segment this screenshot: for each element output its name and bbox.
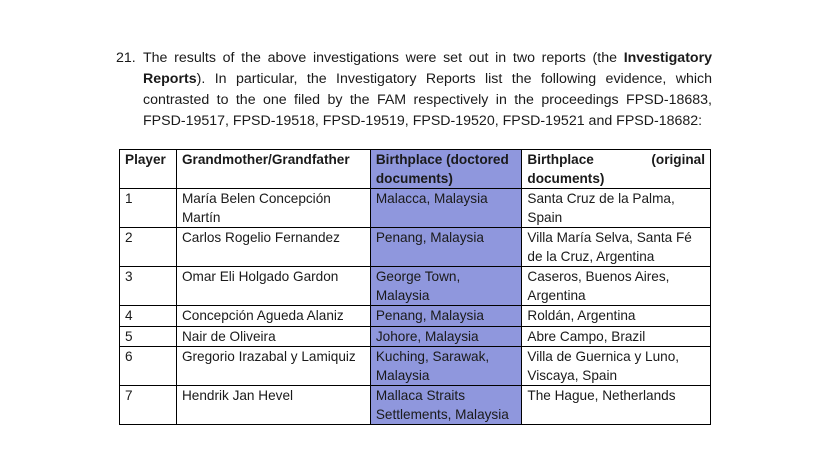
cell-player: 7 — [120, 386, 177, 425]
cell-birthplace-original: The Hague, Netherlands — [522, 386, 711, 425]
table-row — [120, 386, 711, 425]
paragraph-21 — [116, 48, 712, 132]
cell-birthplace-original: Abre Campo, Brazil — [522, 326, 711, 347]
cell-birthplace-doctored: Malacca, Malaysia — [370, 189, 522, 228]
header-original-part-b: (original — [651, 152, 705, 167]
table-row — [120, 267, 711, 306]
cell-birthplace-doctored: Penang, Malaysia — [370, 228, 522, 267]
paragraph-number: 21. — [116, 50, 136, 66]
cell-grandparent: Gregorio Irazabal y Lamiquiz — [176, 347, 370, 386]
cell-birthplace-doctored: Mallaca Straits Settlements, Malaysia — [370, 386, 522, 425]
cell-birthplace-doctored: Kuching, Sarawak, Malaysia — [370, 347, 522, 386]
cell-birthplace-doctored: Johore, Malaysia — [370, 326, 522, 347]
cell-grandparent: María Belen Concepción Martín — [176, 189, 370, 228]
header-original-part-a: Birthplace — [527, 152, 594, 167]
cell-birthplace-original: Villa de Guernica y Luno, Viscaya, Spain — [522, 347, 711, 386]
cell-birthplace-doctored: George Town, Malaysia — [370, 267, 522, 306]
header-birthplace-original — [522, 150, 711, 189]
table-row — [120, 228, 711, 267]
cell-grandparent: Concepción Agueda Alaniz — [176, 306, 370, 327]
cell-grandparent: Nair de Oliveira — [176, 326, 370, 347]
header-grandparent: Grandmother/Grandfather — [176, 150, 370, 189]
cell-player: 2 — [120, 228, 177, 267]
table-row — [120, 347, 711, 386]
cell-player: 3 — [120, 267, 177, 306]
cell-player: 1 — [120, 189, 177, 228]
cell-player: 6 — [120, 347, 177, 386]
table-row — [120, 306, 711, 327]
header-original-part-c: documents) — [527, 170, 605, 186]
cell-birthplace-original: Caseros, Buenos Aires, Argentina — [522, 267, 711, 306]
header-player: Player — [120, 150, 177, 189]
paragraph-text-before: The results of the above investigations were set out in two reports (the — [143, 50, 624, 66]
cell-birthplace-original: Santa Cruz de la Palma, Spain — [522, 189, 711, 228]
paragraph-text — [143, 48, 712, 132]
paragraph-bold-term: Investigatory Reports — [143, 50, 712, 87]
cell-birthplace-original: Villa María Selva, Santa Fé de la Cruz, Argentina — [522, 228, 711, 267]
cell-player: 4 — [120, 306, 177, 327]
table-header-row — [120, 150, 711, 189]
header-birthplace-doctored: Birthplace (doctored documents) — [370, 150, 522, 189]
table-row — [120, 326, 711, 347]
cell-grandparent: Carlos Rogelio Fernandez — [176, 228, 370, 267]
cell-birthplace-doctored: Penang, Malaysia — [370, 306, 522, 327]
table-row — [120, 189, 711, 228]
paragraph-text-after: ). In particular, the Investigatory Reports list the following evidence, which contrasted to the one filed by the FAM respectively in the proceedings FPSD-18683, FPSD-19517, FPSD-19518, FPSD-19519, FPSD-19520, FPSD-19521 and FPSD-18682: — [143, 71, 712, 129]
cell-grandparent: Hendrik Jan Hevel — [176, 386, 370, 425]
cell-player: 5 — [120, 326, 177, 347]
cell-birthplace-original: Roldán, Argentina — [522, 306, 711, 327]
cell-grandparent: Omar Eli Holgado Gardon — [176, 267, 370, 306]
evidence-table — [119, 149, 711, 425]
